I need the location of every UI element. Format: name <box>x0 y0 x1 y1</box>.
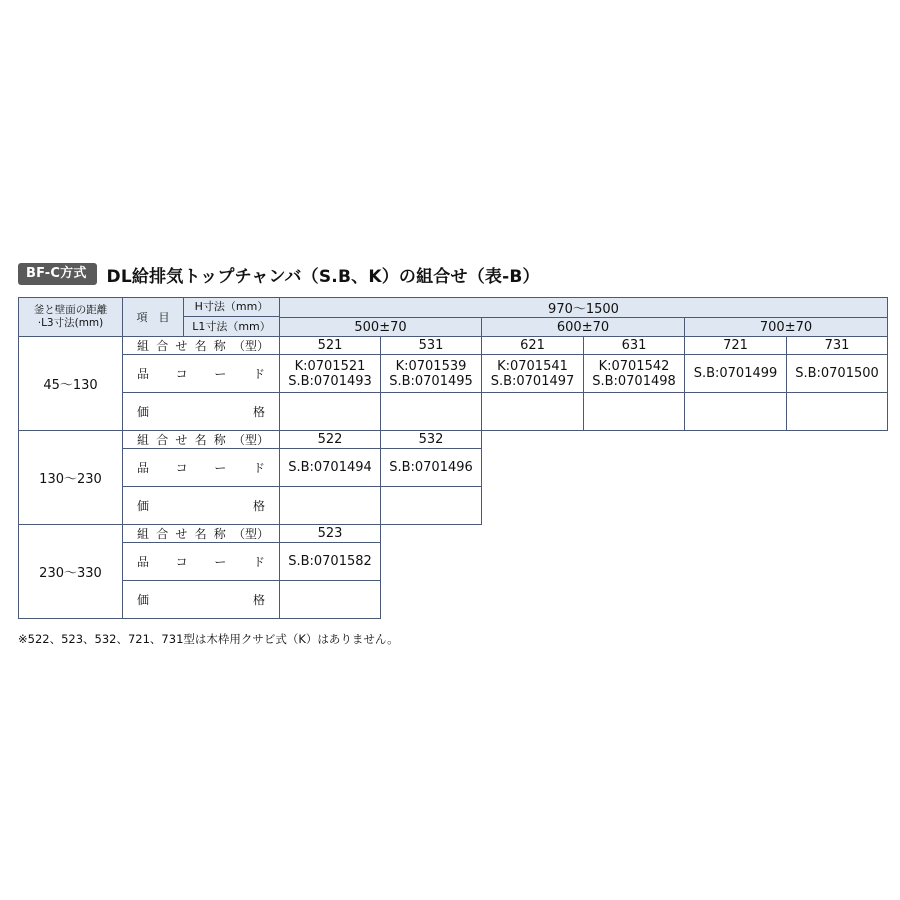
label-char: 名 <box>194 339 207 353</box>
code-cell <box>482 355 584 393</box>
code-sb: S.B:0701498 <box>592 373 676 389</box>
label-char: ー <box>214 367 227 381</box>
label-char: 合 <box>156 339 169 353</box>
empty-area <box>482 431 888 525</box>
item-label: 項 目 <box>123 298 184 336</box>
range-45-130: 45～130 <box>19 337 123 431</box>
label-char: 組 <box>137 433 150 447</box>
model-cell: 731 <box>787 337 888 355</box>
combo-label <box>123 337 280 355</box>
footnote: ※522、523、532、721、731型は木枠用クサビ式（K）はありません。 <box>18 632 399 646</box>
code-label <box>123 543 280 581</box>
model-cell: 521 <box>280 337 381 355</box>
label-char: ー <box>214 555 227 569</box>
range-230-330: 230～330 <box>19 525 123 619</box>
label-char: コ <box>175 367 188 381</box>
label-char: ド <box>252 367 265 381</box>
label-char: 称 <box>213 339 226 353</box>
code-k: K:0701542 <box>598 358 670 374</box>
combo-label <box>123 431 280 449</box>
title-row <box>18 262 540 286</box>
code-sb: S.B:0701500 <box>795 366 879 381</box>
code-cell <box>280 449 381 487</box>
label-char: せ <box>175 433 188 447</box>
code-k: K:0701521 <box>294 358 366 374</box>
price-cell <box>381 393 482 431</box>
label-char: 品 <box>137 555 150 569</box>
price-cell <box>685 393 787 431</box>
code-sb: S.B:0701495 <box>389 373 473 389</box>
code-sb: S.B:0701497 <box>490 373 575 389</box>
label-char: コ <box>175 461 188 475</box>
price-cell <box>280 581 381 619</box>
label-char: 品 <box>137 367 150 381</box>
model-cell: 531 <box>381 337 482 355</box>
code-cell <box>685 355 787 393</box>
label-char: （型） <box>232 433 269 447</box>
h-value: 970～1500 <box>280 298 888 318</box>
distance-header-line2: ·L3寸法(mm) <box>37 317 104 329</box>
code-sb: S.B:0701582 <box>288 554 372 569</box>
code-label <box>123 355 280 393</box>
label-char: ー <box>214 461 227 475</box>
price-label <box>123 581 280 619</box>
model-cell: 621 <box>482 337 584 355</box>
code-cell <box>787 355 888 393</box>
code-sb: S.B:0701493 <box>288 373 372 389</box>
model-cell: 631 <box>584 337 685 355</box>
label-char: せ <box>175 527 188 541</box>
price-cell <box>584 393 685 431</box>
label-char: せ <box>175 339 188 353</box>
label-char: ド <box>252 461 265 475</box>
code-k: K:0701541 <box>497 358 568 374</box>
model-cell: 523 <box>280 525 381 543</box>
l1-dimension-label: L1寸法（mm） <box>192 320 271 333</box>
method-badge: BF-C方式 <box>18 263 97 285</box>
label-char: 価 <box>137 593 150 607</box>
l1-group-600: 600±70 <box>482 318 685 337</box>
label-char: 格 <box>252 593 265 607</box>
label-char: 品 <box>137 461 150 475</box>
code-cell <box>381 355 482 393</box>
label-char: 組 <box>137 527 150 541</box>
label-char: 名 <box>194 527 207 541</box>
h-dimension-label: H寸法（mm） <box>184 298 279 317</box>
code-label <box>123 449 280 487</box>
label-char: 価 <box>137 405 150 419</box>
label-char: 称 <box>213 433 226 447</box>
l1-group-700: 700±70 <box>685 318 888 337</box>
label-char: （型） <box>232 527 269 541</box>
label-char: 名 <box>194 433 207 447</box>
distance-header <box>19 298 123 337</box>
code-sb: S.B:0701499 <box>693 366 778 381</box>
label-char: （型） <box>232 339 269 353</box>
model-cell: 522 <box>280 431 381 449</box>
price-cell <box>787 393 888 431</box>
code-sb: S.B:0701496 <box>389 460 473 475</box>
range-130-230: 130～230 <box>19 431 123 525</box>
price-label <box>123 393 280 431</box>
price-label <box>123 487 280 525</box>
code-cell <box>280 543 381 581</box>
label-char: 組 <box>137 339 150 353</box>
label-char: 格 <box>252 405 265 419</box>
code-k: K:0701539 <box>395 358 467 374</box>
code-cell <box>381 449 482 487</box>
code-cell <box>280 355 381 393</box>
label-char: 称 <box>213 527 226 541</box>
model-cell: 721 <box>685 337 787 355</box>
label-char: ド <box>252 555 265 569</box>
distance-header-line1: 釜と壁面の距離 <box>33 304 108 316</box>
label-char: 格 <box>252 499 265 513</box>
l1-group-500: 500±70 <box>280 318 482 337</box>
combo-label <box>123 525 280 543</box>
label-char: 合 <box>156 527 169 541</box>
code-cell <box>584 355 685 393</box>
item-header <box>123 298 280 337</box>
label-char: コ <box>175 555 188 569</box>
code-sb: S.B:0701494 <box>288 460 372 475</box>
page-title: DL給排気トップチャンバ（S.B、K）の組合せ（表-B） <box>106 266 540 287</box>
combination-table <box>18 297 888 619</box>
price-cell <box>280 487 381 525</box>
label-char: 合 <box>156 433 169 447</box>
price-cell <box>482 393 584 431</box>
model-cell: 532 <box>381 431 482 449</box>
price-cell <box>280 393 381 431</box>
empty-area <box>381 525 888 619</box>
price-cell <box>381 487 482 525</box>
label-char: 価 <box>137 499 150 513</box>
